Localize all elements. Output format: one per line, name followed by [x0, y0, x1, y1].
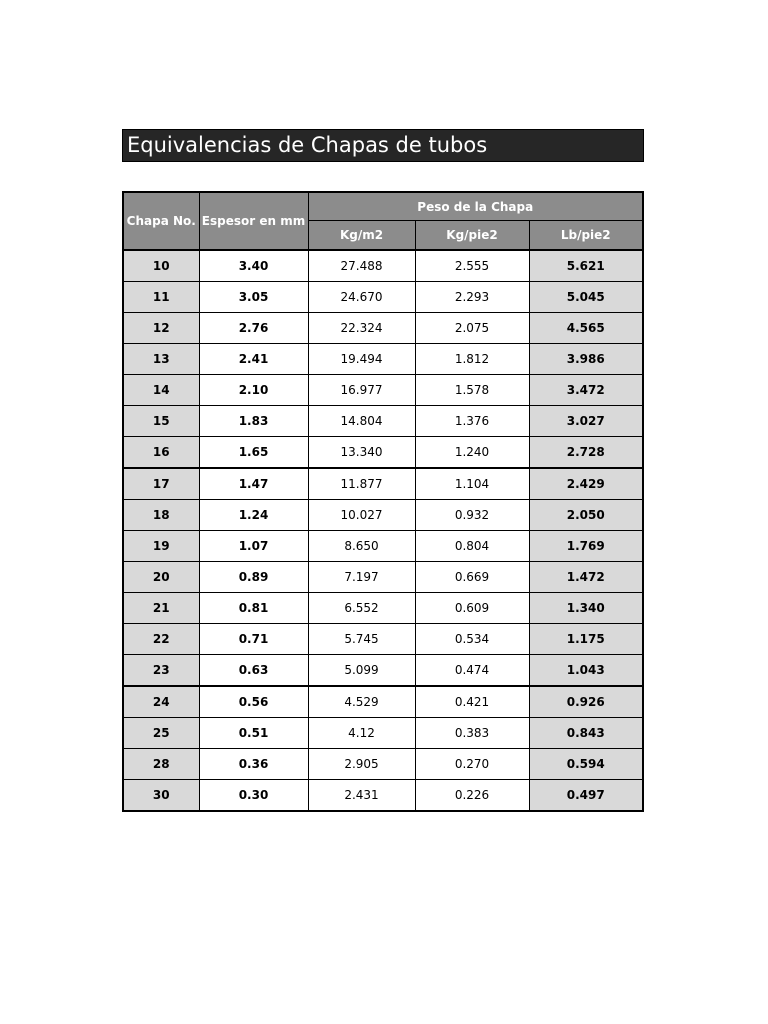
table-row: [123, 531, 643, 562]
header-kg-m2: Kg/m2: [308, 221, 415, 251]
cell-kg-pie2: 2.555: [415, 250, 529, 282]
cell-chapa-no: 11: [123, 282, 199, 313]
chapas-table: [122, 191, 644, 812]
cell-kg-m2: 5.099: [308, 655, 415, 687]
cell-kg-pie2: 2.293: [415, 282, 529, 313]
cell-lb-pie2: 1.340: [529, 593, 643, 624]
cell-chapa-no: 28: [123, 749, 199, 780]
table-row: [123, 500, 643, 531]
cell-espesor: 1.83: [199, 406, 308, 437]
cell-kg-pie2: 0.804: [415, 531, 529, 562]
header-chapa-no: Chapa No.: [123, 192, 199, 250]
table-row: [123, 562, 643, 593]
page-title: Equivalencias de Chapas de tubos: [122, 129, 644, 162]
table-header: [123, 192, 643, 250]
cell-kg-m2: 2.431: [308, 780, 415, 812]
table-row: [123, 468, 643, 500]
cell-kg-pie2: 1.104: [415, 468, 529, 500]
cell-kg-m2: 11.877: [308, 468, 415, 500]
table-row: [123, 624, 643, 655]
cell-kg-pie2: 0.270: [415, 749, 529, 780]
table-row: [123, 686, 643, 718]
cell-kg-m2: 4.12: [308, 718, 415, 749]
cell-espesor: 0.36: [199, 749, 308, 780]
cell-kg-pie2: 0.669: [415, 562, 529, 593]
cell-lb-pie2: 5.621: [529, 250, 643, 282]
header-lb-pie2: Lb/pie2: [529, 221, 643, 251]
cell-kg-pie2: 0.226: [415, 780, 529, 812]
cell-lb-pie2: 1.175: [529, 624, 643, 655]
cell-espesor: 0.89: [199, 562, 308, 593]
cell-chapa-no: 24: [123, 686, 199, 718]
cell-kg-m2: 10.027: [308, 500, 415, 531]
header-row-group: [123, 192, 643, 221]
cell-chapa-no: 17: [123, 468, 199, 500]
cell-kg-pie2: 0.383: [415, 718, 529, 749]
cell-kg-m2: 6.552: [308, 593, 415, 624]
cell-chapa-no: 21: [123, 593, 199, 624]
cell-espesor: 2.41: [199, 344, 308, 375]
table-row: [123, 250, 643, 282]
cell-kg-m2: 8.650: [308, 531, 415, 562]
cell-lb-pie2: 1.043: [529, 655, 643, 687]
cell-lb-pie2: 0.594: [529, 749, 643, 780]
table-row: [123, 375, 643, 406]
cell-chapa-no: 25: [123, 718, 199, 749]
cell-lb-pie2: 0.497: [529, 780, 643, 812]
table-row: [123, 282, 643, 313]
cell-chapa-no: 18: [123, 500, 199, 531]
cell-espesor: 0.63: [199, 655, 308, 687]
cell-kg-m2: 22.324: [308, 313, 415, 344]
table-row: [123, 313, 643, 344]
cell-espesor: 3.05: [199, 282, 308, 313]
table-row: [123, 344, 643, 375]
table-row: [123, 655, 643, 687]
cell-chapa-no: 19: [123, 531, 199, 562]
cell-kg-pie2: 1.578: [415, 375, 529, 406]
cell-lb-pie2: 3.472: [529, 375, 643, 406]
cell-kg-m2: 4.529: [308, 686, 415, 718]
cell-kg-m2: 14.804: [308, 406, 415, 437]
cell-espesor: 2.10: [199, 375, 308, 406]
cell-espesor: 1.24: [199, 500, 308, 531]
cell-lb-pie2: 3.027: [529, 406, 643, 437]
table-row: [123, 749, 643, 780]
cell-espesor: 0.56: [199, 686, 308, 718]
cell-lb-pie2: 2.050: [529, 500, 643, 531]
cell-lb-pie2: 0.843: [529, 718, 643, 749]
cell-chapa-no: 20: [123, 562, 199, 593]
cell-chapa-no: 30: [123, 780, 199, 812]
cell-chapa-no: 16: [123, 437, 199, 469]
cell-kg-pie2: 0.421: [415, 686, 529, 718]
cell-lb-pie2: 2.429: [529, 468, 643, 500]
cell-chapa-no: 23: [123, 655, 199, 687]
cell-espesor: 0.30: [199, 780, 308, 812]
table-row: [123, 437, 643, 469]
cell-espesor: 2.76: [199, 313, 308, 344]
cell-espesor: 3.40: [199, 250, 308, 282]
cell-kg-m2: 7.197: [308, 562, 415, 593]
cell-lb-pie2: 4.565: [529, 313, 643, 344]
cell-espesor: 1.47: [199, 468, 308, 500]
cell-kg-pie2: 0.534: [415, 624, 529, 655]
cell-lb-pie2: 1.472: [529, 562, 643, 593]
cell-lb-pie2: 5.045: [529, 282, 643, 313]
cell-lb-pie2: 3.986: [529, 344, 643, 375]
cell-kg-m2: 27.488: [308, 250, 415, 282]
cell-kg-pie2: 0.609: [415, 593, 529, 624]
cell-chapa-no: 10: [123, 250, 199, 282]
cell-chapa-no: 15: [123, 406, 199, 437]
cell-kg-m2: 13.340: [308, 437, 415, 469]
cell-kg-m2: 2.905: [308, 749, 415, 780]
cell-kg-m2: 19.494: [308, 344, 415, 375]
cell-kg-pie2: 1.240: [415, 437, 529, 469]
cell-kg-pie2: 0.932: [415, 500, 529, 531]
table-row: [123, 406, 643, 437]
cell-kg-pie2: 2.075: [415, 313, 529, 344]
cell-kg-pie2: 0.474: [415, 655, 529, 687]
cell-lb-pie2: 1.769: [529, 531, 643, 562]
header-espesor: Espesor en mm: [199, 192, 308, 250]
header-kg-pie2: Kg/pie2: [415, 221, 529, 251]
cell-espesor: 1.65: [199, 437, 308, 469]
cell-lb-pie2: 0.926: [529, 686, 643, 718]
cell-espesor: 0.51: [199, 718, 308, 749]
table-row: [123, 718, 643, 749]
cell-lb-pie2: 2.728: [529, 437, 643, 469]
cell-kg-m2: 5.745: [308, 624, 415, 655]
cell-chapa-no: 14: [123, 375, 199, 406]
header-peso-group: Peso de la Chapa: [308, 192, 643, 221]
cell-chapa-no: 22: [123, 624, 199, 655]
cell-espesor: 1.07: [199, 531, 308, 562]
cell-chapa-no: 12: [123, 313, 199, 344]
cell-chapa-no: 13: [123, 344, 199, 375]
table-row: [123, 593, 643, 624]
table-row: [123, 780, 643, 812]
table-body: [123, 250, 643, 811]
cell-espesor: 0.81: [199, 593, 308, 624]
cell-kg-m2: 16.977: [308, 375, 415, 406]
cell-espesor: 0.71: [199, 624, 308, 655]
cell-kg-m2: 24.670: [308, 282, 415, 313]
cell-kg-pie2: 1.376: [415, 406, 529, 437]
cell-kg-pie2: 1.812: [415, 344, 529, 375]
